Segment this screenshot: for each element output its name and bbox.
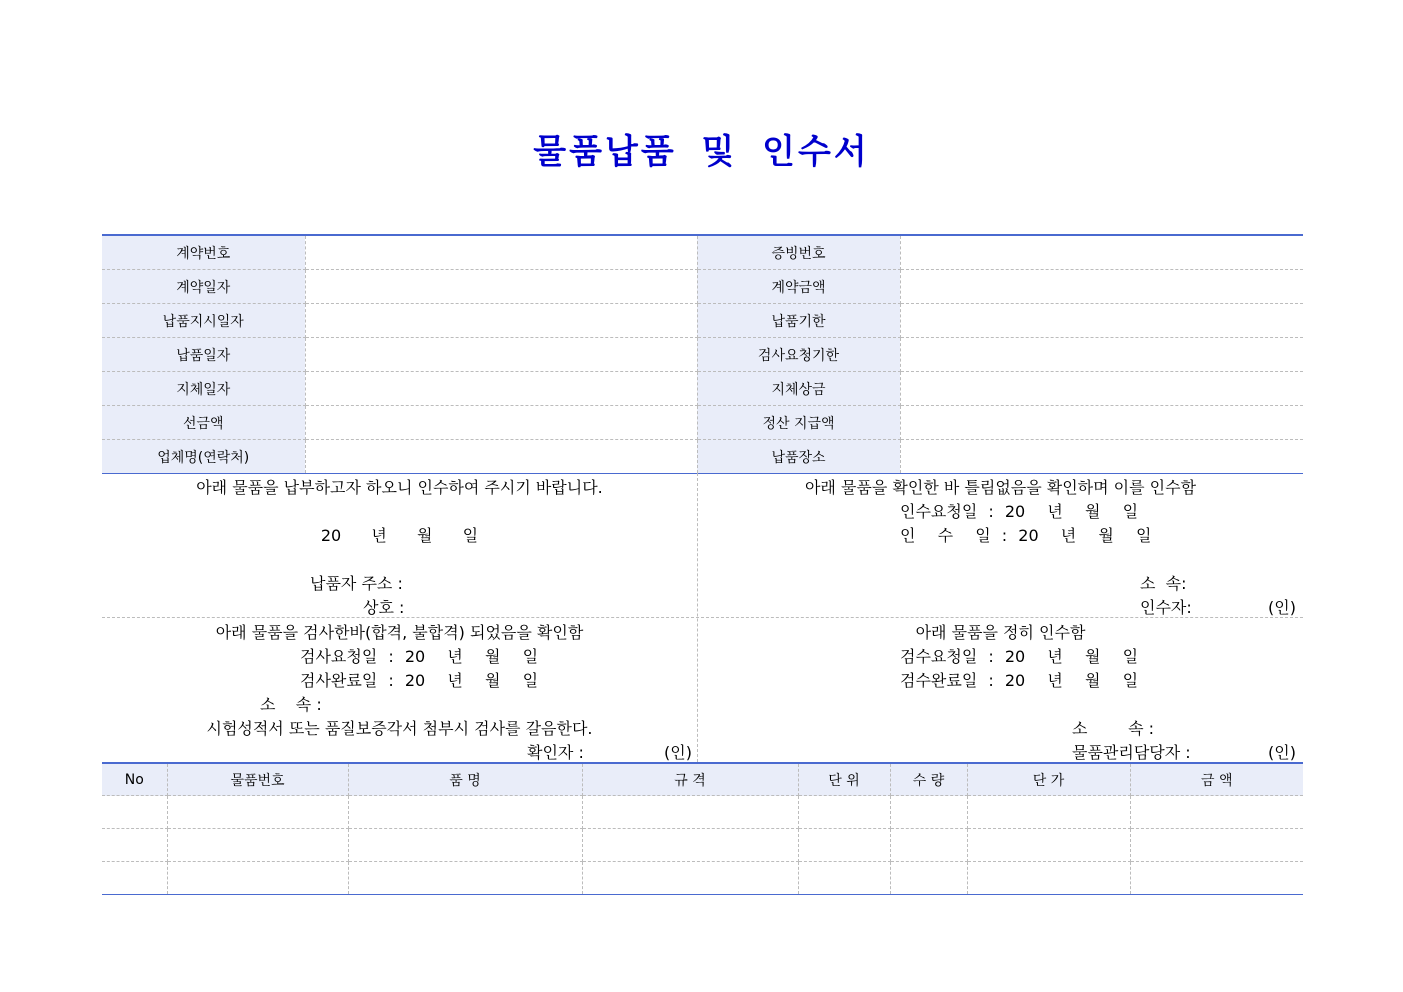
table-cell[interactable] [167, 862, 348, 895]
info-value-field[interactable] [305, 235, 697, 270]
info-value-field[interactable] [305, 406, 697, 440]
table-cell[interactable] [167, 796, 348, 829]
inspection-confirmer-label: 확인자 : [527, 743, 584, 762]
info-label: 정산 지급액 [697, 406, 900, 440]
table-cell[interactable] [1130, 829, 1303, 862]
info-value-field[interactable] [900, 338, 1303, 372]
info-row [102, 235, 1303, 270]
info-value-field[interactable] [900, 304, 1303, 338]
info-label: 계약일자 [102, 270, 305, 304]
table-cell[interactable] [348, 796, 582, 829]
receipt-date: 인 수 일 : 20 년 월 일 [900, 526, 1152, 545]
table-cell[interactable] [798, 862, 890, 895]
table-cell[interactable] [102, 829, 167, 862]
info-label: 납품지시일자 [102, 304, 305, 338]
acceptance-request-date: 검수요청일 : 20 년 월 일 [900, 647, 1139, 666]
items-table [102, 762, 1303, 895]
acceptance-seal: (인) [1268, 743, 1296, 762]
info-row [102, 270, 1303, 304]
info-label: 업체명(연락처) [102, 440, 305, 474]
info-label: 납품일자 [102, 338, 305, 372]
info-value-field[interactable] [305, 270, 697, 304]
info-value-field[interactable] [900, 235, 1303, 270]
table-cell[interactable] [890, 829, 967, 862]
column-header: 단 위 [798, 763, 890, 796]
info-row [102, 372, 1303, 406]
info-value-field[interactable] [900, 270, 1303, 304]
inspection-statement: 아래 물품을 검사한바(합격, 불합격) 되었음을 확인함 [215, 623, 584, 642]
receipt-statement: 아래 물품을 확인한 바 틀림없음을 확인하며 이를 인수함 [804, 478, 1197, 497]
acceptance-dept-label: 소 속 : [1072, 719, 1155, 738]
info-label: 지체일자 [102, 372, 305, 406]
info-value-field[interactable] [305, 304, 697, 338]
table-cell[interactable] [167, 829, 348, 862]
info-value-field[interactable] [900, 372, 1303, 406]
receiver-seal: (인) [1268, 598, 1296, 617]
info-value-field[interactable] [305, 440, 697, 474]
table-cell[interactable] [582, 862, 798, 895]
table-cell[interactable] [890, 796, 967, 829]
info-value-field[interactable] [305, 372, 697, 406]
table-cell[interactable] [348, 829, 582, 862]
table-cell[interactable] [582, 829, 798, 862]
table-cell[interactable] [1130, 796, 1303, 829]
info-row [102, 440, 1303, 474]
info-value-field[interactable] [900, 406, 1303, 440]
table-cell[interactable] [102, 862, 167, 895]
items-header-row [102, 763, 1303, 796]
acceptance-complete-date: 검수완료일 : 20 년 월 일 [900, 671, 1139, 690]
table-row [102, 829, 1303, 862]
table-row [102, 862, 1303, 895]
table-cell[interactable] [967, 829, 1130, 862]
inspection-note: 시험성적서 또는 품질보증각서 첨부시 검사를 갈음한다. [206, 719, 593, 738]
contract-info-table [102, 234, 1303, 474]
column-header: 수 량 [890, 763, 967, 796]
column-header: 금 액 [1130, 763, 1303, 796]
column-header: No [102, 763, 167, 796]
info-label: 계약번호 [102, 235, 305, 270]
inspection-seal: (인) [664, 743, 692, 762]
table-cell[interactable] [967, 862, 1130, 895]
info-label: 지체상금 [697, 372, 900, 406]
table-cell[interactable] [348, 862, 582, 895]
column-header: 규 격 [582, 763, 798, 796]
acceptance-manager-label: 물품관리담당자 : [1072, 743, 1191, 762]
table-cell[interactable] [798, 829, 890, 862]
inspection-request-date: 검사요청일 : 20 년 월 일 [300, 647, 539, 666]
table-cell[interactable] [798, 796, 890, 829]
acceptance-statement: 아래 물품을 정히 인수함 [915, 623, 1086, 642]
delivery-statement: 아래 물품을 납부하고자 하오니 인수하여 주시기 바랍니다. [196, 478, 603, 497]
inspection-dept-label: 소 속 : [260, 695, 322, 714]
receipt-request-date: 인수요청일 : 20 년 월 일 [900, 502, 1139, 521]
column-header: 물품번호 [167, 763, 348, 796]
table-cell[interactable] [1130, 862, 1303, 895]
delivery-company-label: 상호 : [363, 598, 405, 617]
receiver-label: 인수자: [1140, 598, 1192, 617]
delivery-date: 20 년 월 일 [320, 526, 479, 545]
column-header: 품 명 [348, 763, 582, 796]
info-row [102, 406, 1303, 440]
table-cell[interactable] [967, 796, 1130, 829]
delivery-address-label: 납품자 주소 : [310, 574, 403, 593]
info-label: 증빙번호 [697, 235, 900, 270]
info-row [102, 338, 1303, 372]
page-title: 물품납품 및 인수서 [533, 132, 870, 172]
info-value-field[interactable] [900, 440, 1303, 474]
inspection-complete-date: 검사완료일 : 20 년 월 일 [300, 671, 539, 690]
info-label: 납품기한 [697, 304, 900, 338]
info-value-field[interactable] [305, 338, 697, 372]
receipt-dept-label: 소 속: [1140, 574, 1187, 593]
info-label: 선금액 [102, 406, 305, 440]
table-cell[interactable] [890, 862, 967, 895]
column-header: 단 가 [967, 763, 1130, 796]
info-label: 검사요청기한 [697, 338, 900, 372]
table-row [102, 796, 1303, 829]
info-label: 납품장소 [697, 440, 900, 474]
table-cell[interactable] [582, 796, 798, 829]
info-row [102, 304, 1303, 338]
table-cell[interactable] [102, 796, 167, 829]
info-label: 계약금액 [697, 270, 900, 304]
